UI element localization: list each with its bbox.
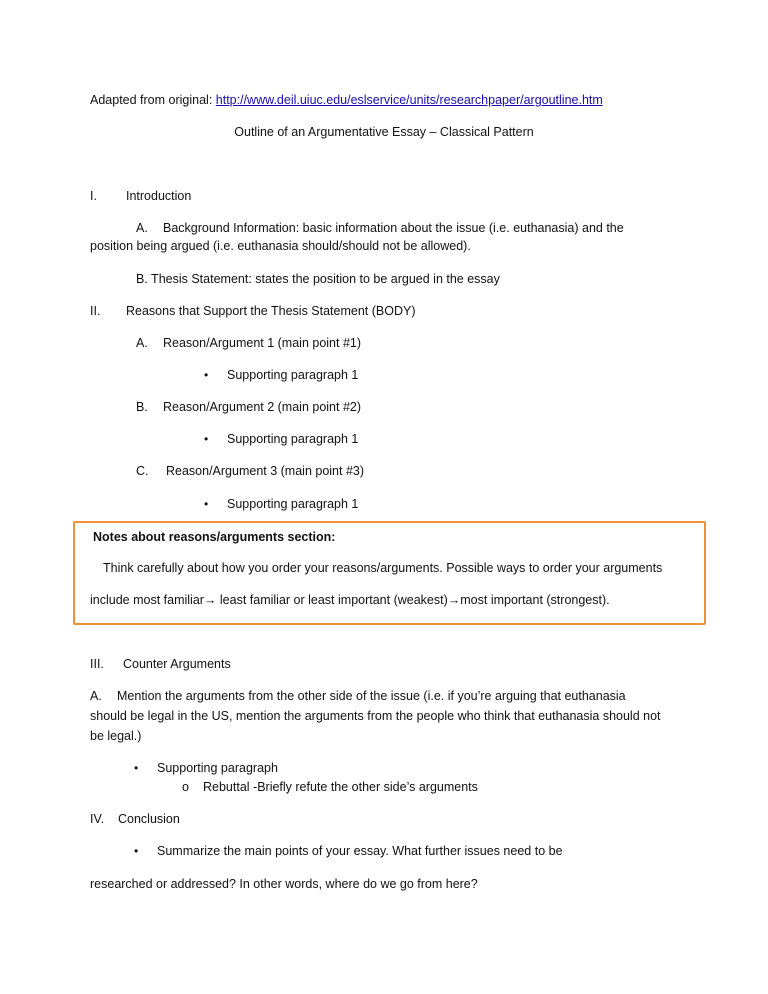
section-2-heading: Reasons that Support the Thesis Statement (BODY) <box>126 304 416 318</box>
section-1-b-text: B. Thesis Statement: states the position to be argued in the essay <box>136 272 500 286</box>
adapted-label: Adapted from original: <box>90 93 213 107</box>
section-2-numeral: II. <box>90 304 101 318</box>
section-3-sub-bullet: Rebuttal -Briefly refute the other side’s arguments <box>203 780 478 794</box>
section-1-a-text-line2: position being argued (i.e. euthanasia should/should not be allowed). <box>90 239 471 253</box>
section-3-numeral: III. <box>90 657 104 671</box>
reason-c-text: Reason/Argument 3 (main point #3) <box>166 464 365 478</box>
reason-a-bullet: Supporting paragraph 1 <box>227 368 359 382</box>
bullet-icon: • <box>204 368 209 382</box>
reason-b-label: B. <box>136 400 148 414</box>
reason-c-label: C. <box>136 464 149 478</box>
section-1-numeral: I. <box>90 189 97 203</box>
reason-a-text: Reason/Argument 1 (main point #1) <box>163 336 362 350</box>
section-3-a-line1: Mention the arguments from the other side of the issue (i.e. if you’re arguing that euthanasia <box>117 689 626 703</box>
sub-bullet-marker: o <box>182 780 189 794</box>
reason-a-label: A. <box>136 336 148 350</box>
adapted-line <box>90 92 603 108</box>
notes-heading: Notes about reasons/arguments section: <box>93 530 336 544</box>
bullet-icon: • <box>134 844 139 858</box>
section-3-heading: Counter Arguments <box>123 657 231 671</box>
bullet-icon: • <box>134 761 139 775</box>
bullet-icon: • <box>204 497 209 511</box>
section-4-heading: Conclusion <box>118 812 180 826</box>
section-3-a-line3: be legal.) <box>90 729 142 743</box>
reason-b-text: Reason/Argument 2 (main point #2) <box>163 400 362 414</box>
notes-line-2: include most familiar→ least familiar or least important (weakest)→most important (strongest). <box>90 593 610 607</box>
section-4-line2: researched or addressed? In other words, where do we go from here? <box>90 877 478 891</box>
section-4-numeral: IV. <box>90 812 105 826</box>
reason-c-bullet: Supporting paragraph 1 <box>227 497 359 511</box>
notes-line-1: Think carefully about how you order your reasons/arguments. Possible ways to order your arguments <box>103 561 663 575</box>
section-3-a-line2: should be legal in the US, mention the arguments from the people who think that euthanasia should not <box>90 709 661 723</box>
section-1-a-text-line1: Background Information: basic information about the issue (i.e. euthanasia) and the <box>163 221 624 235</box>
section-1-heading: Introduction <box>126 189 192 203</box>
section-3-bullet: Supporting paragraph <box>157 761 278 775</box>
reason-b-bullet: Supporting paragraph 1 <box>227 432 359 446</box>
section-3-a-label: A. <box>90 689 102 703</box>
source-link[interactable]: http://www.deil.uiuc.edu/eslservice/units/researchpaper/argoutline.htm <box>215 93 603 107</box>
section-1-a-label: A. <box>136 221 148 235</box>
document-title: Outline of an Argumentative Essay – Classical Pattern <box>234 125 534 139</box>
bullet-icon: • <box>204 432 209 446</box>
section-4-bullet-line1: Summarize the main points of your essay. What further issues need to be <box>157 844 563 858</box>
